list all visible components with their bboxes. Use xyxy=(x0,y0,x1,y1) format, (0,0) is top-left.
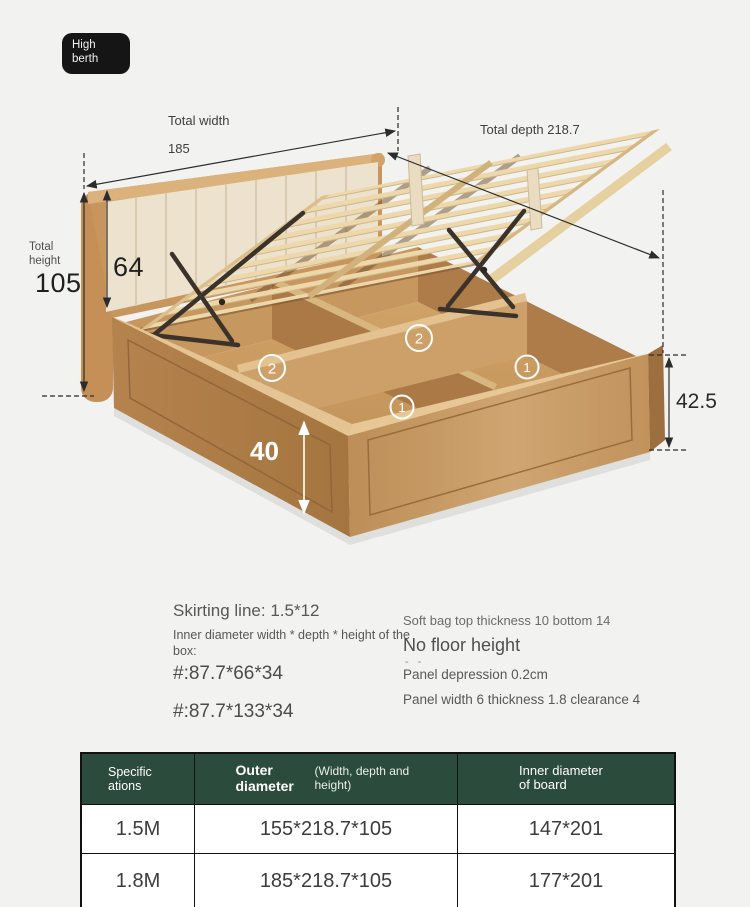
badge-line2: berth xyxy=(72,52,99,65)
note-dashes: - - xyxy=(405,656,425,668)
note-soft-bag: Soft bag top thickness 10 bottom 14 xyxy=(403,613,611,628)
marker-1: 1 xyxy=(523,360,531,375)
total-height-label: Total height xyxy=(29,241,61,267)
total-depth-label: Total depth 218.7 xyxy=(480,122,580,137)
marker-2: 2 xyxy=(414,330,424,348)
note-inner-box-2: #:87.7*133*34 xyxy=(173,701,294,722)
box-inner-height-value: 40 xyxy=(250,436,279,466)
note-inner-caption: Inner diameter width * depth * height of the box: xyxy=(173,628,410,658)
cell-size: 1.8M xyxy=(81,854,195,907)
table-row xyxy=(81,805,675,854)
cell-inner: 177*201 xyxy=(458,854,676,907)
spec-table-header-row xyxy=(81,753,675,805)
spec-table xyxy=(80,752,676,907)
table-row xyxy=(81,854,675,907)
note-inner-box-1: #:87.7*66*34 xyxy=(173,663,283,684)
cell-inner: 147*201 xyxy=(458,805,676,854)
badge-line1: High xyxy=(72,39,96,51)
total-width-value: 185 xyxy=(168,141,190,156)
high-berth-badge xyxy=(62,33,130,74)
header-inner-diameter: Inner diameter of board xyxy=(458,753,676,805)
total-width-label: Total width xyxy=(168,113,230,128)
note-panel-width: Panel width 6 thickness 1.8 clearance 4 xyxy=(403,692,641,707)
side-height-value: 42.5 xyxy=(676,390,717,413)
cell-outer: 155*218.7*105 xyxy=(195,805,458,854)
headboard-height-value: 64 xyxy=(113,252,145,282)
marker-2: 2 xyxy=(267,360,277,378)
marker-1: 1 xyxy=(398,400,406,415)
note-skirting: Skirting line: 1.5*12 xyxy=(173,601,320,620)
header-outer-diameter: Outer diameter (Width, depth and height) xyxy=(195,753,458,805)
total-height-value: 105 xyxy=(35,268,82,298)
cell-size: 1.5M xyxy=(81,805,195,854)
note-panel-depression: Panel depression 0.2cm xyxy=(403,667,548,682)
header-specifications: Specific ations xyxy=(81,753,195,805)
cell-outer: 185*218.7*105 xyxy=(195,854,458,907)
note-no-floor: No floor height xyxy=(403,635,521,655)
